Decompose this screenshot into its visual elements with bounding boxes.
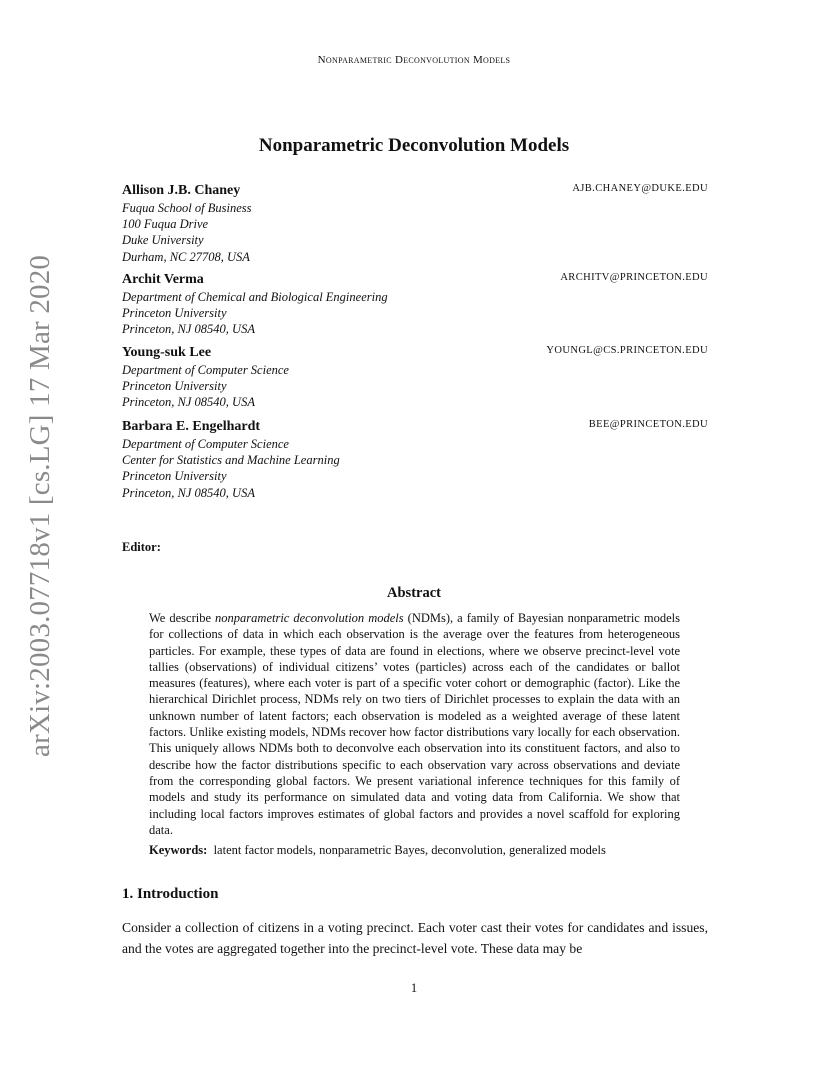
abstract-lead: We describe: [149, 611, 216, 625]
author-name: Archit Verma: [122, 272, 204, 287]
affiliation-line: Department of Computer Science: [122, 363, 289, 377]
page-number: 1: [410, 981, 418, 995]
affiliation-line: 100 Fuqua Drive: [122, 217, 209, 232]
affiliation-line: Durham, NC 27708, USA: [122, 249, 250, 264]
paper-title: Nonparametric Deconvolution Models: [258, 135, 570, 156]
affiliation-line: Center for Statistics and Machine Learning: [122, 453, 340, 468]
affiliation-line: Princeton, NJ 08540, USA: [122, 395, 255, 410]
keywords-text: latent factor models, nonparametric Bayes, deconvolution, generalized models: [213, 843, 606, 857]
affiliation-line: Princeton, NJ 08540, USA: [122, 485, 255, 500]
abstract-emphasis: nonparametric deconvolution models: [215, 611, 404, 625]
affiliation-line: Princeton University: [122, 306, 227, 321]
affiliation-line: Princeton, NJ 08540, USA: [122, 322, 255, 337]
section-body: Consider a collection of citizens in a voting precinct. Each voter cast their votes for candidates and issues, and the votes are aggregated together into the precinct-level vote. These data may be: [122, 920, 708, 956]
running-head: Nonparametric Deconvolution Models: [317, 54, 511, 66]
author-name: Allison J.B. Chaney: [122, 183, 241, 198]
author-email: ARCHITV@PRINCETON.EDU: [560, 272, 708, 283]
author-block: [122, 271, 708, 338]
affiliation-line: Princeton University: [122, 469, 227, 484]
author-block: [122, 418, 708, 501]
author-email: YOUNGL@CS.PRINCETON.EDU: [546, 345, 708, 356]
author-email: AJB.CHANEY@DUKE.EDU: [572, 183, 708, 194]
author-block: [122, 344, 708, 411]
keywords-label: Keywords:: [149, 843, 208, 857]
author-block: [122, 182, 708, 265]
author-name: Barbara E. Engelhardt: [122, 419, 261, 434]
keywords: [149, 843, 680, 858]
affiliation-line: Department of Chemical and Biological Engineering: [122, 290, 388, 304]
affiliation-line: Princeton University: [122, 379, 227, 394]
abstract-text: (NDMs), a family of Bayesian nonparametric models for collections of data in which each observation is the average over the features from heterogeneous particles. For example, these types of data are found in elections, where we observe precinct-level vote tallies (observations) of individual citizens’ votes (particles) across each of the candidates or ballot measures (features), where each voter is part of a specific voter cohort or demographic (factor). Like the hierarchical Dirichlet process, NDMs rely on two tiers of Dirichlet processes to explain the data with an unknown number of latent factors; each observation is modeled as a weighted average of these latent factors. Unlike existing models, NDMs recover how factor distributions vary locally for each observation. This uniquely allows NDMs both to deconvolve each observation into its constituent factors, and also to describe how the factor distributions specific to each observation vary across observations and deviate from the corresponding global factors. We present variational inference techniques for this family of models and study its performance on simulated data and voting data from California. We show that including local factors improves estimates of global factors and provides a novel scaffold for exploring data.: [149, 611, 680, 837]
abstract-heading: Abstract: [387, 585, 441, 601]
abstract-body: [149, 610, 680, 838]
author-name: Young-suk Lee: [122, 345, 212, 360]
affiliation-line: Duke University: [122, 233, 204, 248]
editor-label: Editor:: [122, 540, 161, 554]
author-email: BEE@PRINCETON.EDU: [588, 419, 708, 430]
section-heading: 1. Introduction: [122, 886, 219, 902]
affiliation-line: Fuqua School of Business: [122, 201, 252, 215]
arxiv-identifier-text: arXiv:2003.07718v1 [cs.LG] 17 Mar 2020: [24, 254, 56, 757]
affiliation-line: Department of Computer Science: [122, 437, 289, 451]
